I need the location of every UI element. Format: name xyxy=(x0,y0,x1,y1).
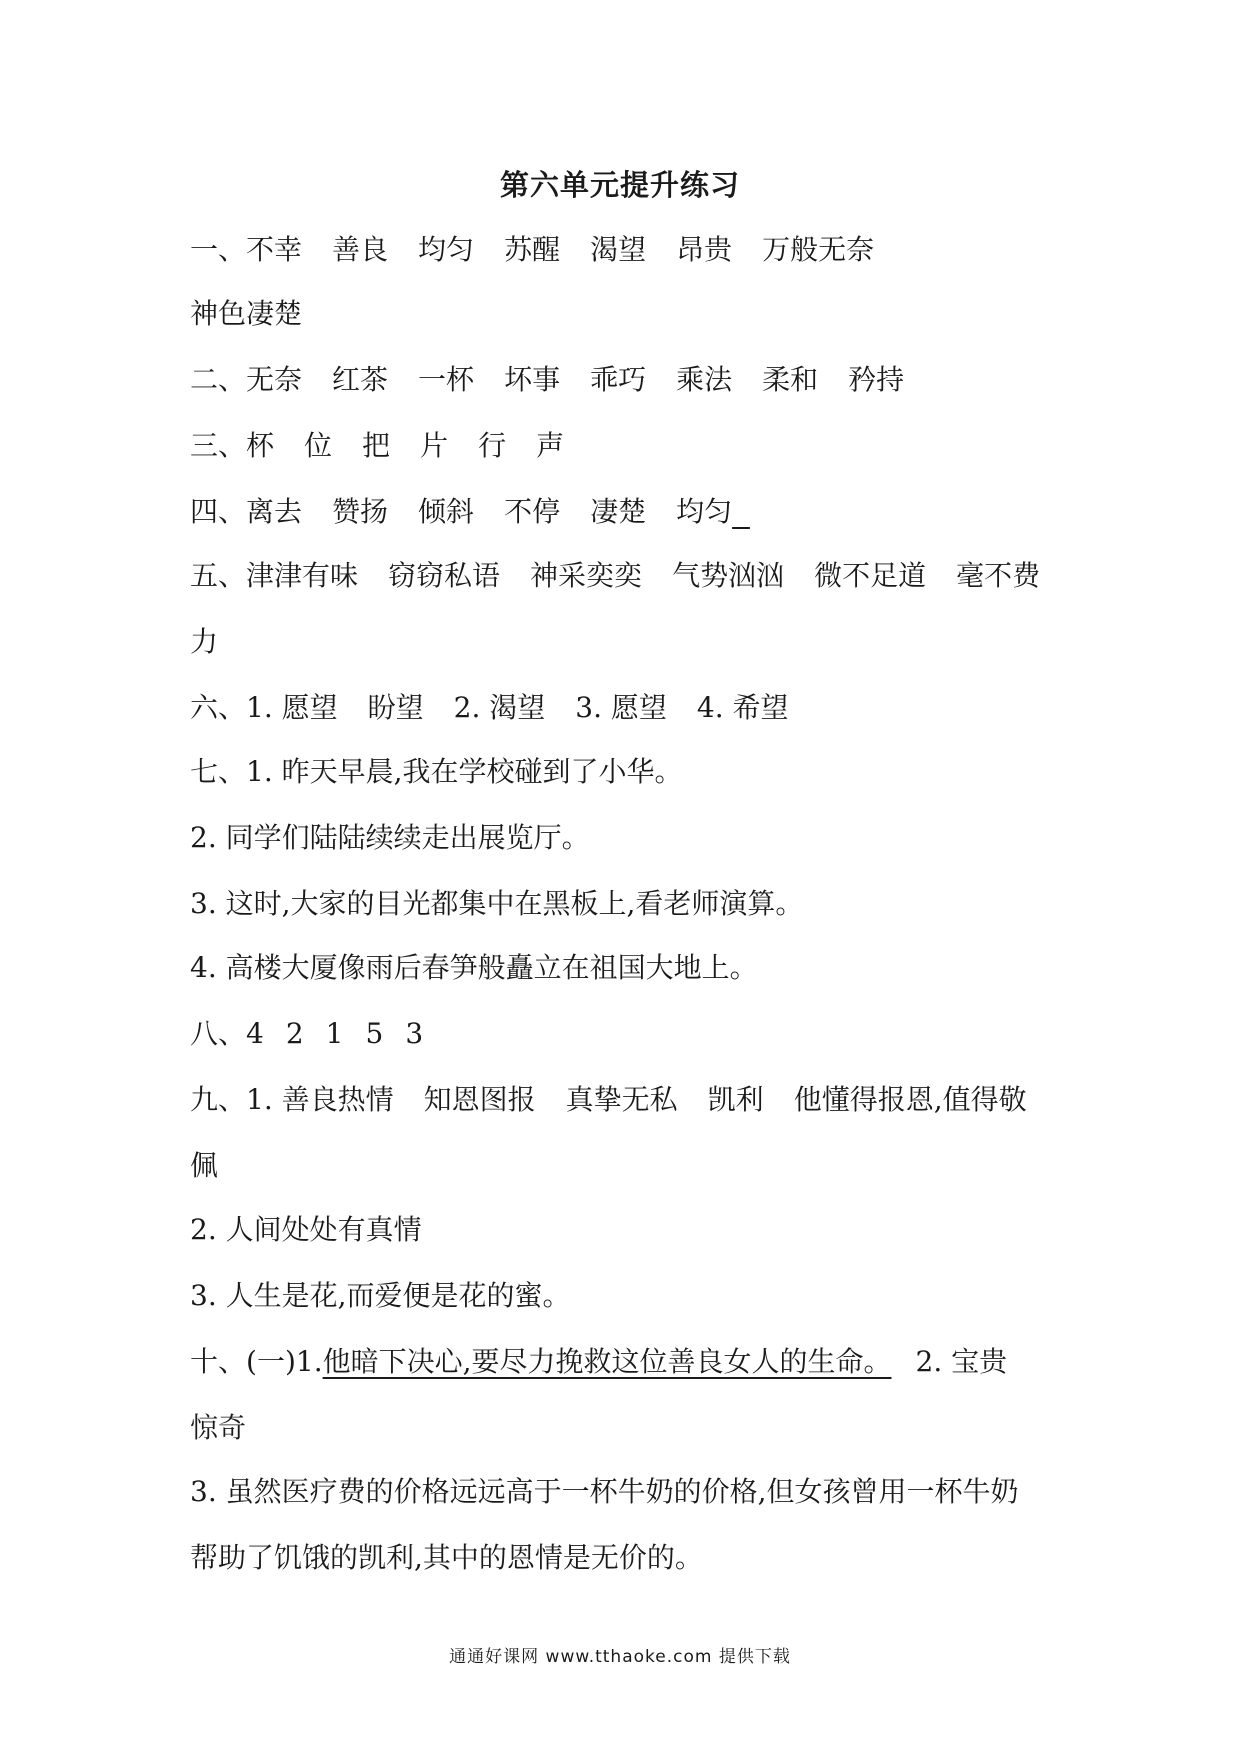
q7-label: 七、 xyxy=(190,755,247,788)
q1-word: 万般无奈 xyxy=(762,233,875,266)
q8-number: 5 xyxy=(365,1017,384,1050)
q9-answer-3: 3. 人生是花,而爱便是花的蜜。 xyxy=(190,1279,571,1312)
q9-word: 真挚无私 xyxy=(565,1083,678,1116)
q4-word: 凄楚 xyxy=(590,495,647,528)
q2-word: 无奈 xyxy=(246,363,303,396)
q2-word: 一杯 xyxy=(418,363,475,396)
q1-word: 昂贵 xyxy=(676,233,733,266)
q5-word: 毫不费 xyxy=(956,559,1041,592)
q2-word: 红茶 xyxy=(332,363,389,396)
q3-word: 杯 xyxy=(246,429,275,462)
q4-word: 均匀 xyxy=(676,495,733,528)
q2-word: 矜持 xyxy=(848,363,905,396)
q9-line xyxy=(190,1082,1027,1118)
q5-word: 神采奕奕 xyxy=(530,559,643,592)
q2-word: 乖巧 xyxy=(590,363,647,396)
q1-word: 善良 xyxy=(332,233,389,266)
q7-line-1 xyxy=(190,754,683,790)
q3-label: 三、 xyxy=(190,429,247,462)
q6-word: 盼望 xyxy=(367,691,424,724)
q5-word: 微不足道 xyxy=(814,559,927,592)
q9-label: 九、 xyxy=(190,1083,247,1116)
q9-answer-2: 2. 人间处处有真情 xyxy=(190,1213,422,1246)
q9-word: 他懂得报恩,值得敬 xyxy=(793,1083,1027,1116)
q8-label: 八、 xyxy=(190,1017,247,1050)
q1-word: 均匀 xyxy=(418,233,475,266)
q10-answer-1-number: 1. xyxy=(295,1345,323,1378)
q5-line xyxy=(190,558,1040,594)
footer-source: 通通好课网 www.tthaoke.com 提供下载 xyxy=(449,1647,791,1667)
q9-word: 凯利 xyxy=(707,1083,764,1116)
q2-label: 二、 xyxy=(190,363,247,396)
q3-word: 行 xyxy=(478,429,507,462)
q10-answer-1-text: 他暗下决心,要尽力挽救这位善良女人的生命。 xyxy=(322,1345,892,1378)
q6-word: 3. 愿望 xyxy=(575,691,667,724)
q4-word: 不停 xyxy=(504,495,561,528)
q8-number: 1 xyxy=(325,1017,344,1050)
q1-continuation: 神色凄楚 xyxy=(190,297,303,330)
q10-answer-2: 2. 宝贵 xyxy=(915,1345,1008,1378)
q10-part: (一) xyxy=(246,1345,296,1378)
q1-word: 渴望 xyxy=(590,233,647,266)
q6-label: 六、 xyxy=(190,691,247,724)
q9-word: 1. 善良热情 xyxy=(246,1083,394,1116)
q8-number: 3 xyxy=(405,1017,424,1050)
q1-label: 一、 xyxy=(190,233,247,266)
q6-word: 4. 希望 xyxy=(696,691,789,724)
q10-answer-2-continuation: 惊奇 xyxy=(190,1411,247,1444)
q7-sentence: 3. 这时,大家的目光都集中在黑板上,看老师演算。 xyxy=(190,887,804,920)
q4-word: 赞扬 xyxy=(332,495,389,528)
q3-word: 位 xyxy=(304,429,333,462)
q9-continuation: 佩 xyxy=(190,1149,219,1182)
q8-number: 2 xyxy=(285,1017,304,1050)
q7-sentence: 1. 昨天早晨,我在学校碰到了小华。 xyxy=(246,755,683,788)
q7-sentence: 2. 同学们陆陆续续走出展览厅。 xyxy=(190,821,590,854)
q1-line xyxy=(190,232,874,268)
q3-word: 声 xyxy=(536,429,565,462)
q2-word: 柔和 xyxy=(762,363,819,396)
q2-word: 坏事 xyxy=(504,363,561,396)
q8-line xyxy=(190,1016,423,1052)
q3-word: 把 xyxy=(362,429,391,462)
q1-word: 不幸 xyxy=(246,233,303,266)
q3-line xyxy=(190,428,564,464)
q8-number: 4 xyxy=(246,1017,264,1050)
q5-label: 五、 xyxy=(190,559,247,592)
page-title: 第六单元提升练习 xyxy=(499,168,740,202)
q10-answer-3-line-2: 帮助了饥饿的凯利,其中的恩情是无价的。 xyxy=(190,1541,703,1574)
q10-line xyxy=(190,1344,1007,1380)
q5-word: 津津有味 xyxy=(246,559,359,592)
q4-label: 四、 xyxy=(190,495,247,528)
q6-line xyxy=(190,690,789,726)
q5-word: 气势汹汹 xyxy=(672,559,785,592)
q5-continuation: 力 xyxy=(190,625,219,658)
q4-word: 离去 xyxy=(246,495,303,528)
q4-word: 倾斜 xyxy=(418,495,475,528)
q10-label: 十、 xyxy=(190,1345,247,1378)
q2-word: 乘法 xyxy=(676,363,733,396)
q1-word: 苏醒 xyxy=(504,233,561,266)
q6-word: 1. 愿望 xyxy=(246,691,338,724)
q10-answer-3-line-1: 3. 虽然医疗费的价格远远高于一杯牛奶的价格,但女孩曾用一杯牛奶 xyxy=(190,1475,1019,1508)
q7-sentence: 4. 高楼大厦像雨后春笋般矗立在祖国大地上。 xyxy=(190,951,758,984)
q6-word: 2. 渴望 xyxy=(453,691,546,724)
q4-line xyxy=(190,494,750,530)
q9-word: 知恩图报 xyxy=(423,1083,536,1116)
q5-word: 窃窃私语 xyxy=(388,559,501,592)
q3-word: 片 xyxy=(420,429,449,462)
q2-line xyxy=(190,362,904,398)
q4-underlined-answers xyxy=(246,495,750,528)
